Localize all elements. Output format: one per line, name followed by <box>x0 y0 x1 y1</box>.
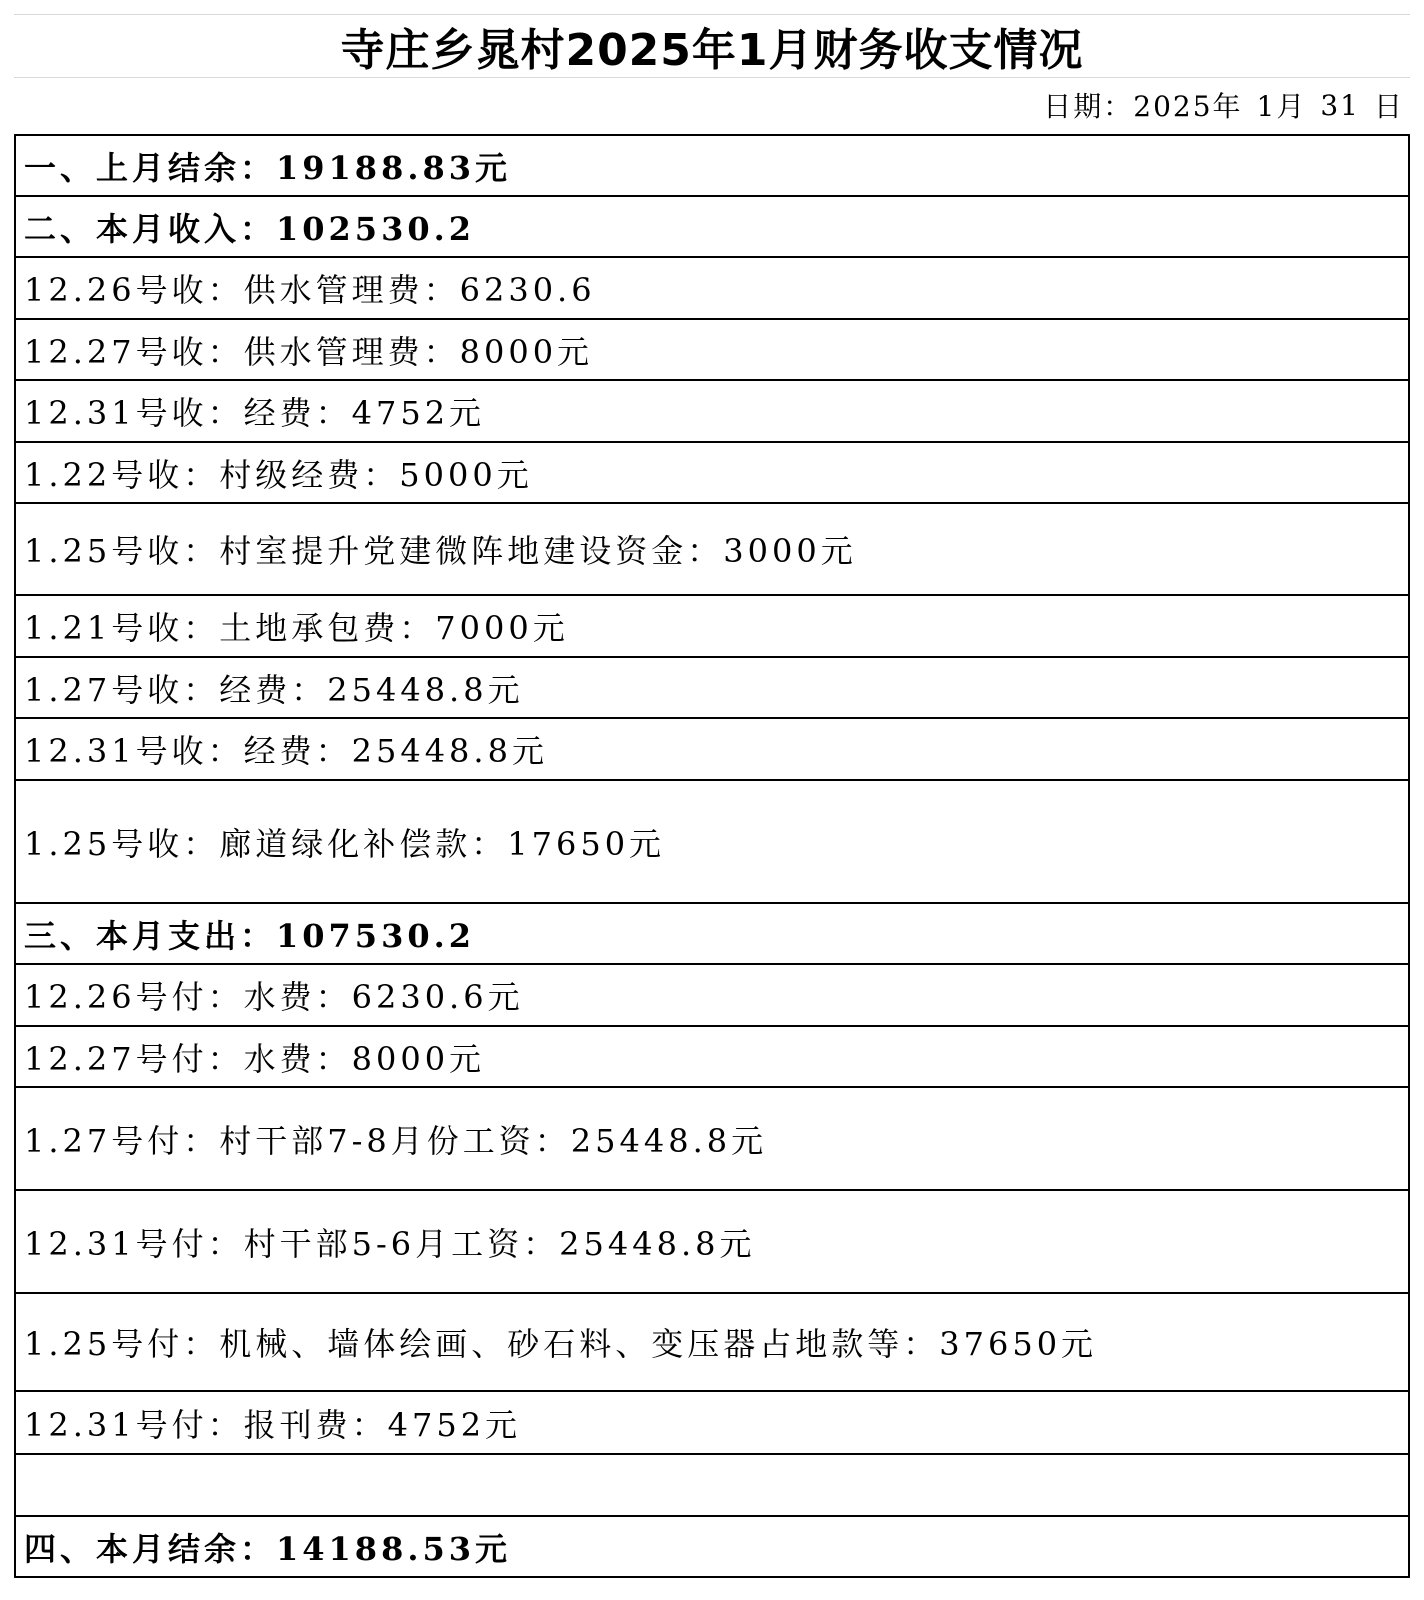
date-month: 1月 <box>1256 90 1307 123</box>
ledger-row: 12.26号收：供水管理费：6230.6 <box>16 258 1408 320</box>
ledger-row: 12.31号收：经费：4752元 <box>16 381 1408 443</box>
document-title: 寺庄乡晁村2025年1月财务收支情况 <box>14 14 1410 78</box>
ledger-table <box>14 136 1410 1578</box>
ledger-row: 1.27号付：村干部7-8月份工资：25448.8元 <box>16 1088 1408 1191</box>
ledger-row-balance-prev: 一、上月结余：19188.83元 <box>16 136 1408 197</box>
ledger-row: 12.26号付：水费：6230.6元 <box>16 965 1408 1027</box>
ledger-row: 1.25号付：机械、墙体绘画、砂石料、变压器占地款等：37650元 <box>16 1294 1408 1392</box>
ledger-row: 12.31号收：经费：25448.8元 <box>16 719 1408 781</box>
date-day: 31 <box>1320 88 1360 122</box>
ledger-row: 1.22号收：村级经费：5000元 <box>16 443 1408 504</box>
date-suffix: 日 <box>1373 90 1404 123</box>
ledger-row: 12.27号付：水费：8000元 <box>16 1027 1408 1088</box>
date-line <box>14 76 1410 136</box>
ledger-row: 1.25号收：廊道绿化补偿款：17650元 <box>16 781 1408 904</box>
ledger-row: 12.31号付：村干部5-6月工资：25448.8元 <box>16 1191 1408 1294</box>
ledger-row: 1.27号收：经费：25448.8元 <box>16 658 1408 719</box>
ledger-row: 1.21号收：土地承包费：7000元 <box>16 596 1408 658</box>
ledger-row-balance-current: 四、本月结余：14188.53元 <box>16 1517 1408 1578</box>
ledger-row: 12.27号收：供水管理费：8000元 <box>16 320 1408 381</box>
ledger-row-empty <box>16 1455 1408 1517</box>
ledger-row: 1.25号收：村室提升党建微阵地建设资金：3000元 <box>16 504 1408 596</box>
ledger-row: 12.31号付：报刊费：4752元 <box>16 1392 1408 1455</box>
date-label: 日期：2025年 <box>1043 90 1243 123</box>
ledger-row-income-total: 二、本月收入：102530.2 <box>16 197 1408 258</box>
ledger-row-expense-total: 三、本月支出：107530.2 <box>16 904 1408 965</box>
